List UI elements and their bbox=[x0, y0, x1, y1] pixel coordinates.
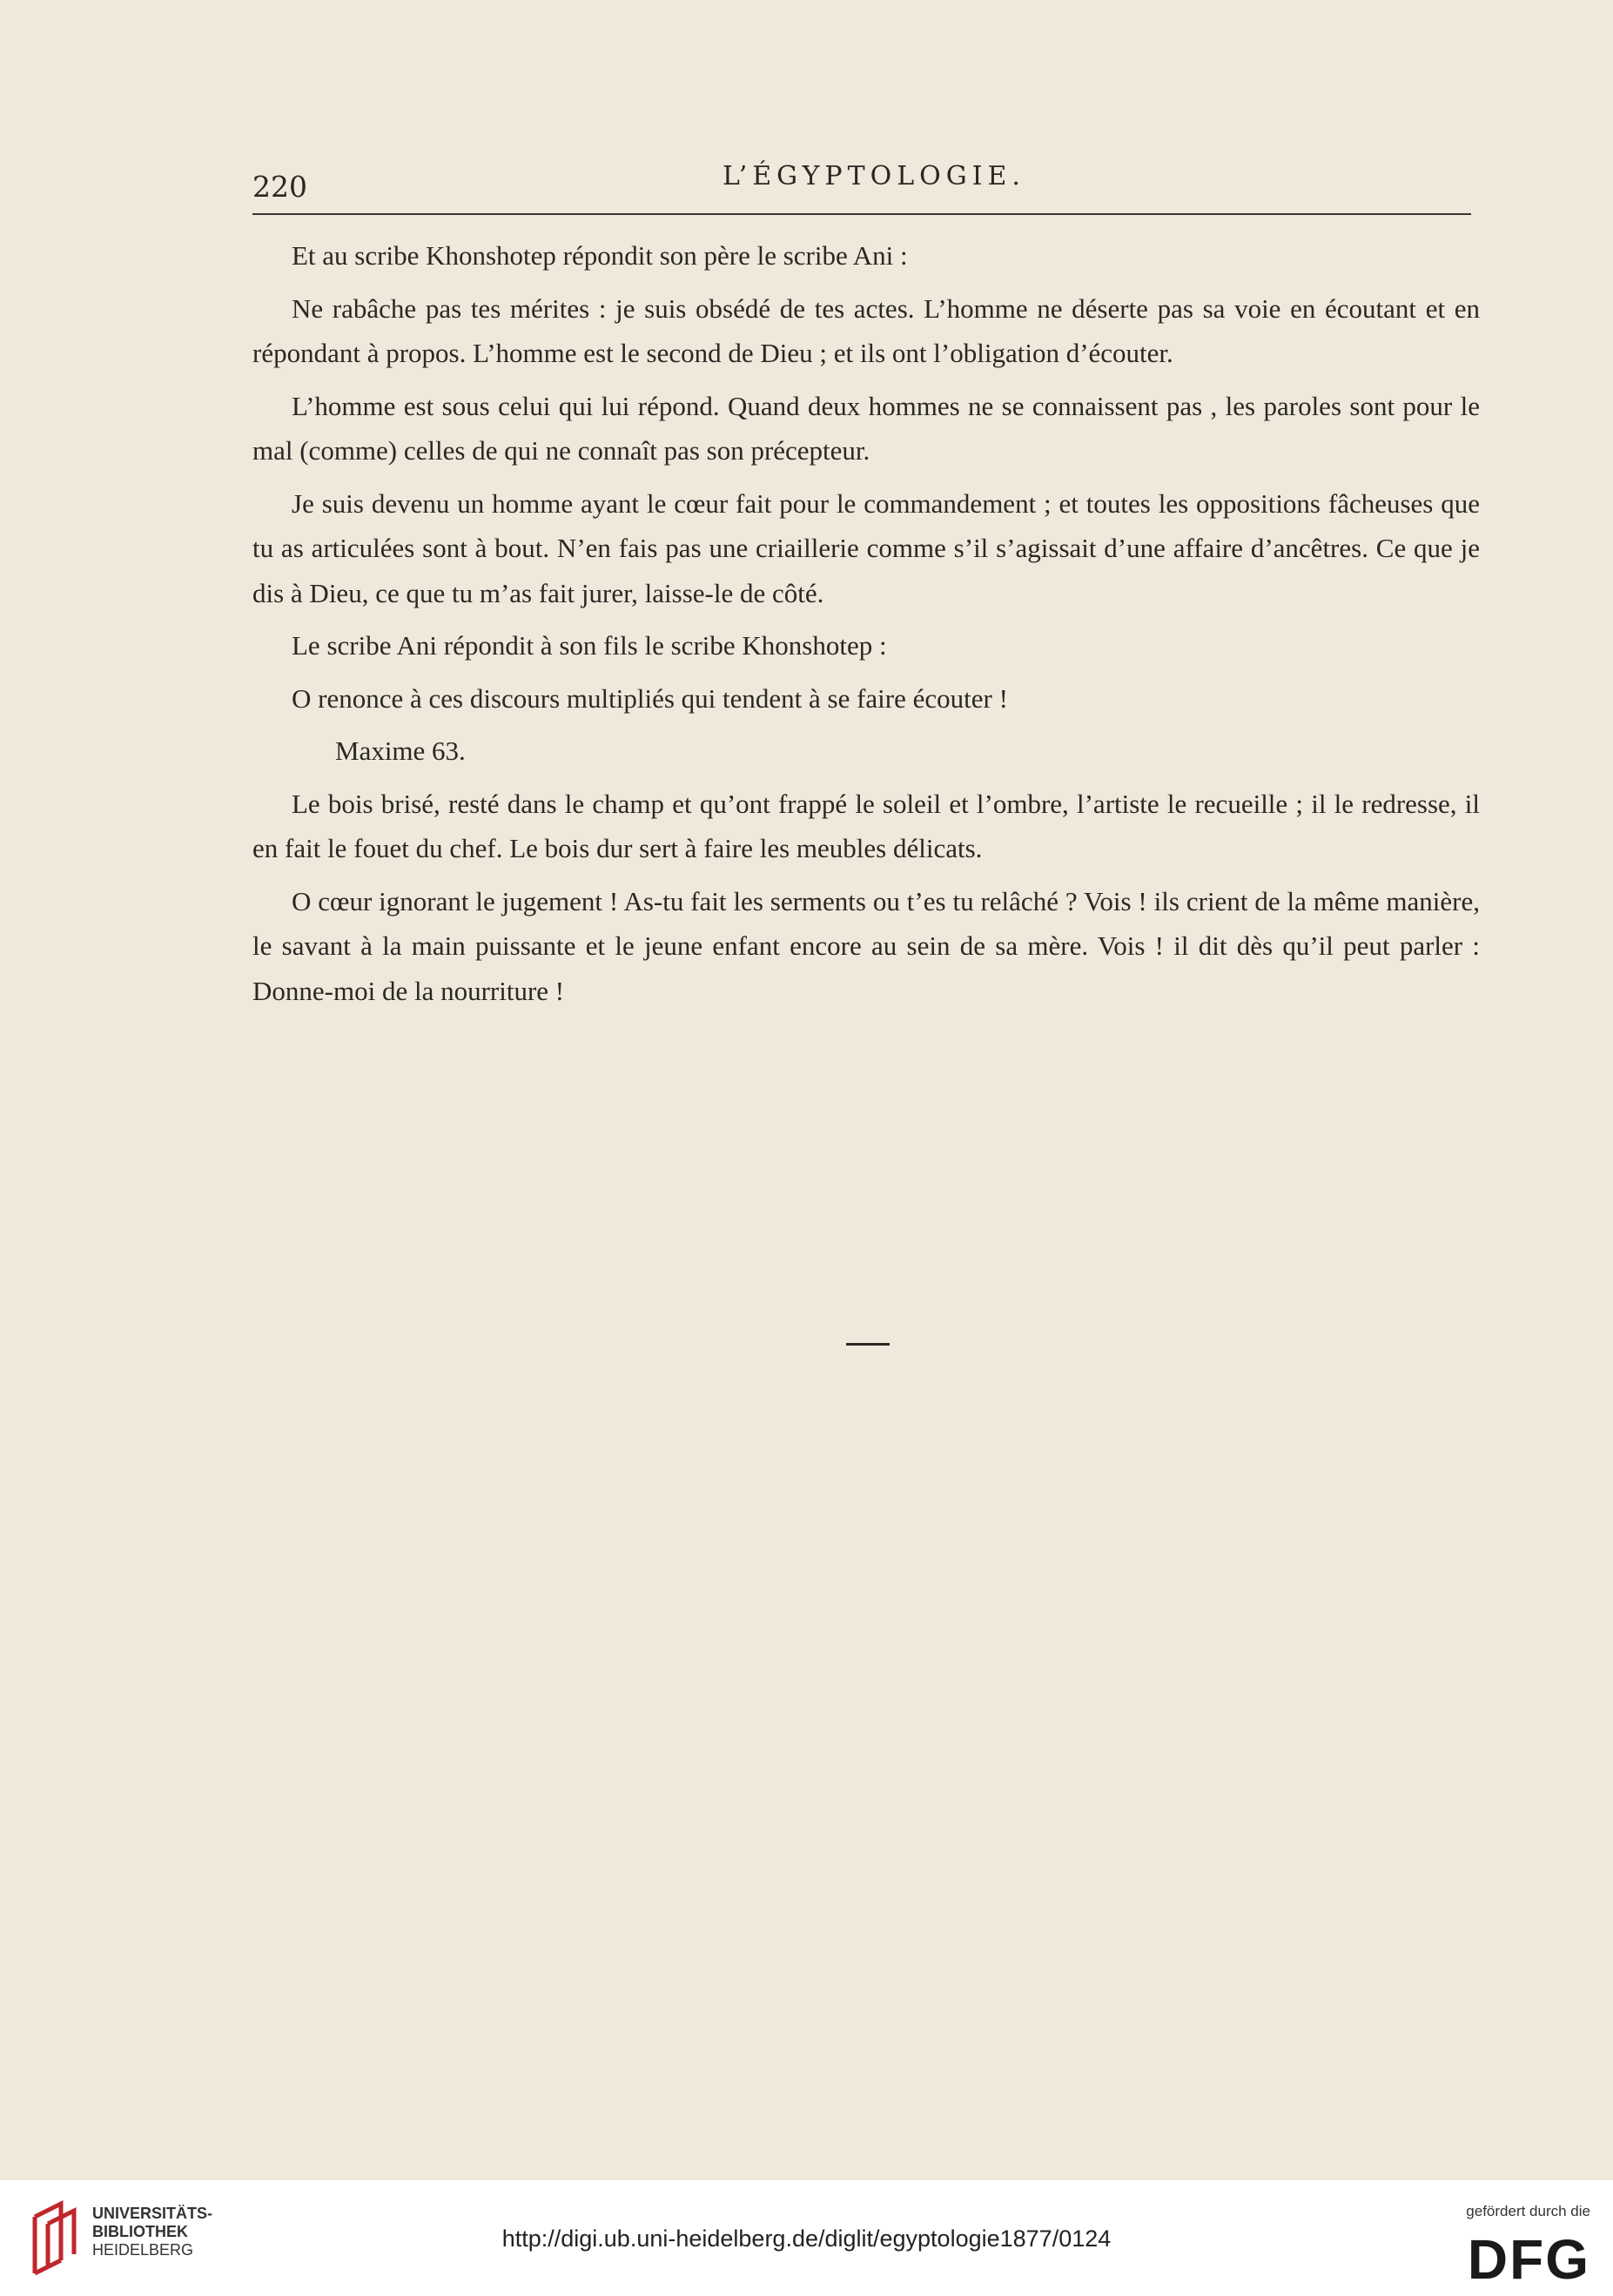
paragraph: Je suis devenu un homme ayant le cœur fait pour le commandement ; et toutes les oppositions fâcheuses que tu as articulées sont à bout. N’en fais pas une criaillerie comme s’il s’agissait d’une affaire d’ancêtres. Ce que je dis à Dieu, ce que tu m’as fait jurer, laisse-le de côté. bbox=[252, 487, 1480, 608]
page-header bbox=[252, 161, 1471, 215]
paragraph: Le bois brisé, resté dans le champ et qu’ont frappé le soleil et l’ombre, l’artiste le recueille ; il le redresse, il en fait le fouet du chef. Le bois dur sert à faire les meubles délicats. bbox=[252, 788, 1480, 863]
paragraph: Le scribe Ani répondit à son fils le scribe Khonshotep : bbox=[292, 630, 887, 661]
paragraph: L’homme est sous celui qui lui répond. Quand deux hommes ne se connaissent pas , les paroles sont pour le mal (comme) celles de qui ne connaît pas son précepteur. bbox=[252, 390, 1480, 466]
page-number: 220 bbox=[252, 170, 307, 204]
maxime-heading: Maxime 63. bbox=[335, 735, 466, 766]
library-name: UNIVERSITÄTS- BIBLIOTHEK HEIDELBERG bbox=[92, 2205, 213, 2259]
running-head: L’ÉGYPTOLOGIE. bbox=[722, 161, 1025, 191]
paragraph: O renonce à ces discours multipliés qui tendent à se faire écouter ! bbox=[292, 682, 1008, 714]
permalink-url[interactable]: http://digi.ub.uni-heidelberg.de/diglit/egyptologie1877/0124 bbox=[501, 2226, 1112, 2252]
section-end-dash bbox=[846, 1343, 890, 1346]
dfg-logo: DFG bbox=[1467, 2228, 1590, 2291]
paragraph: O cœur ignorant le jugement ! As-tu fait les serments ou t’es tu relâché ? Vois ! ils crient de la même manière, le savant à la main puissante et le jeune enfant encore au sein de sa mère. Vois ! il dit dès qu’il peut parler : Donne-moi de la nourriture ! bbox=[252, 885, 1480, 1006]
body-text bbox=[252, 233, 1480, 1021]
viewer-footer bbox=[0, 2180, 1613, 2296]
paragraph: Et au scribe Khonshotep répondit son père le scribe Ani : bbox=[292, 240, 908, 271]
funding-caption: gefördert durch die bbox=[1466, 2203, 1590, 2219]
paragraph: Ne rabâche pas tes mérites : je suis obsédé de tes actes. L’homme ne déserte pas sa voie en écoutant et en répondant à propos. L’homme est le second de Dieu ; et ils ont l’obligation d’écouter. bbox=[252, 292, 1480, 368]
